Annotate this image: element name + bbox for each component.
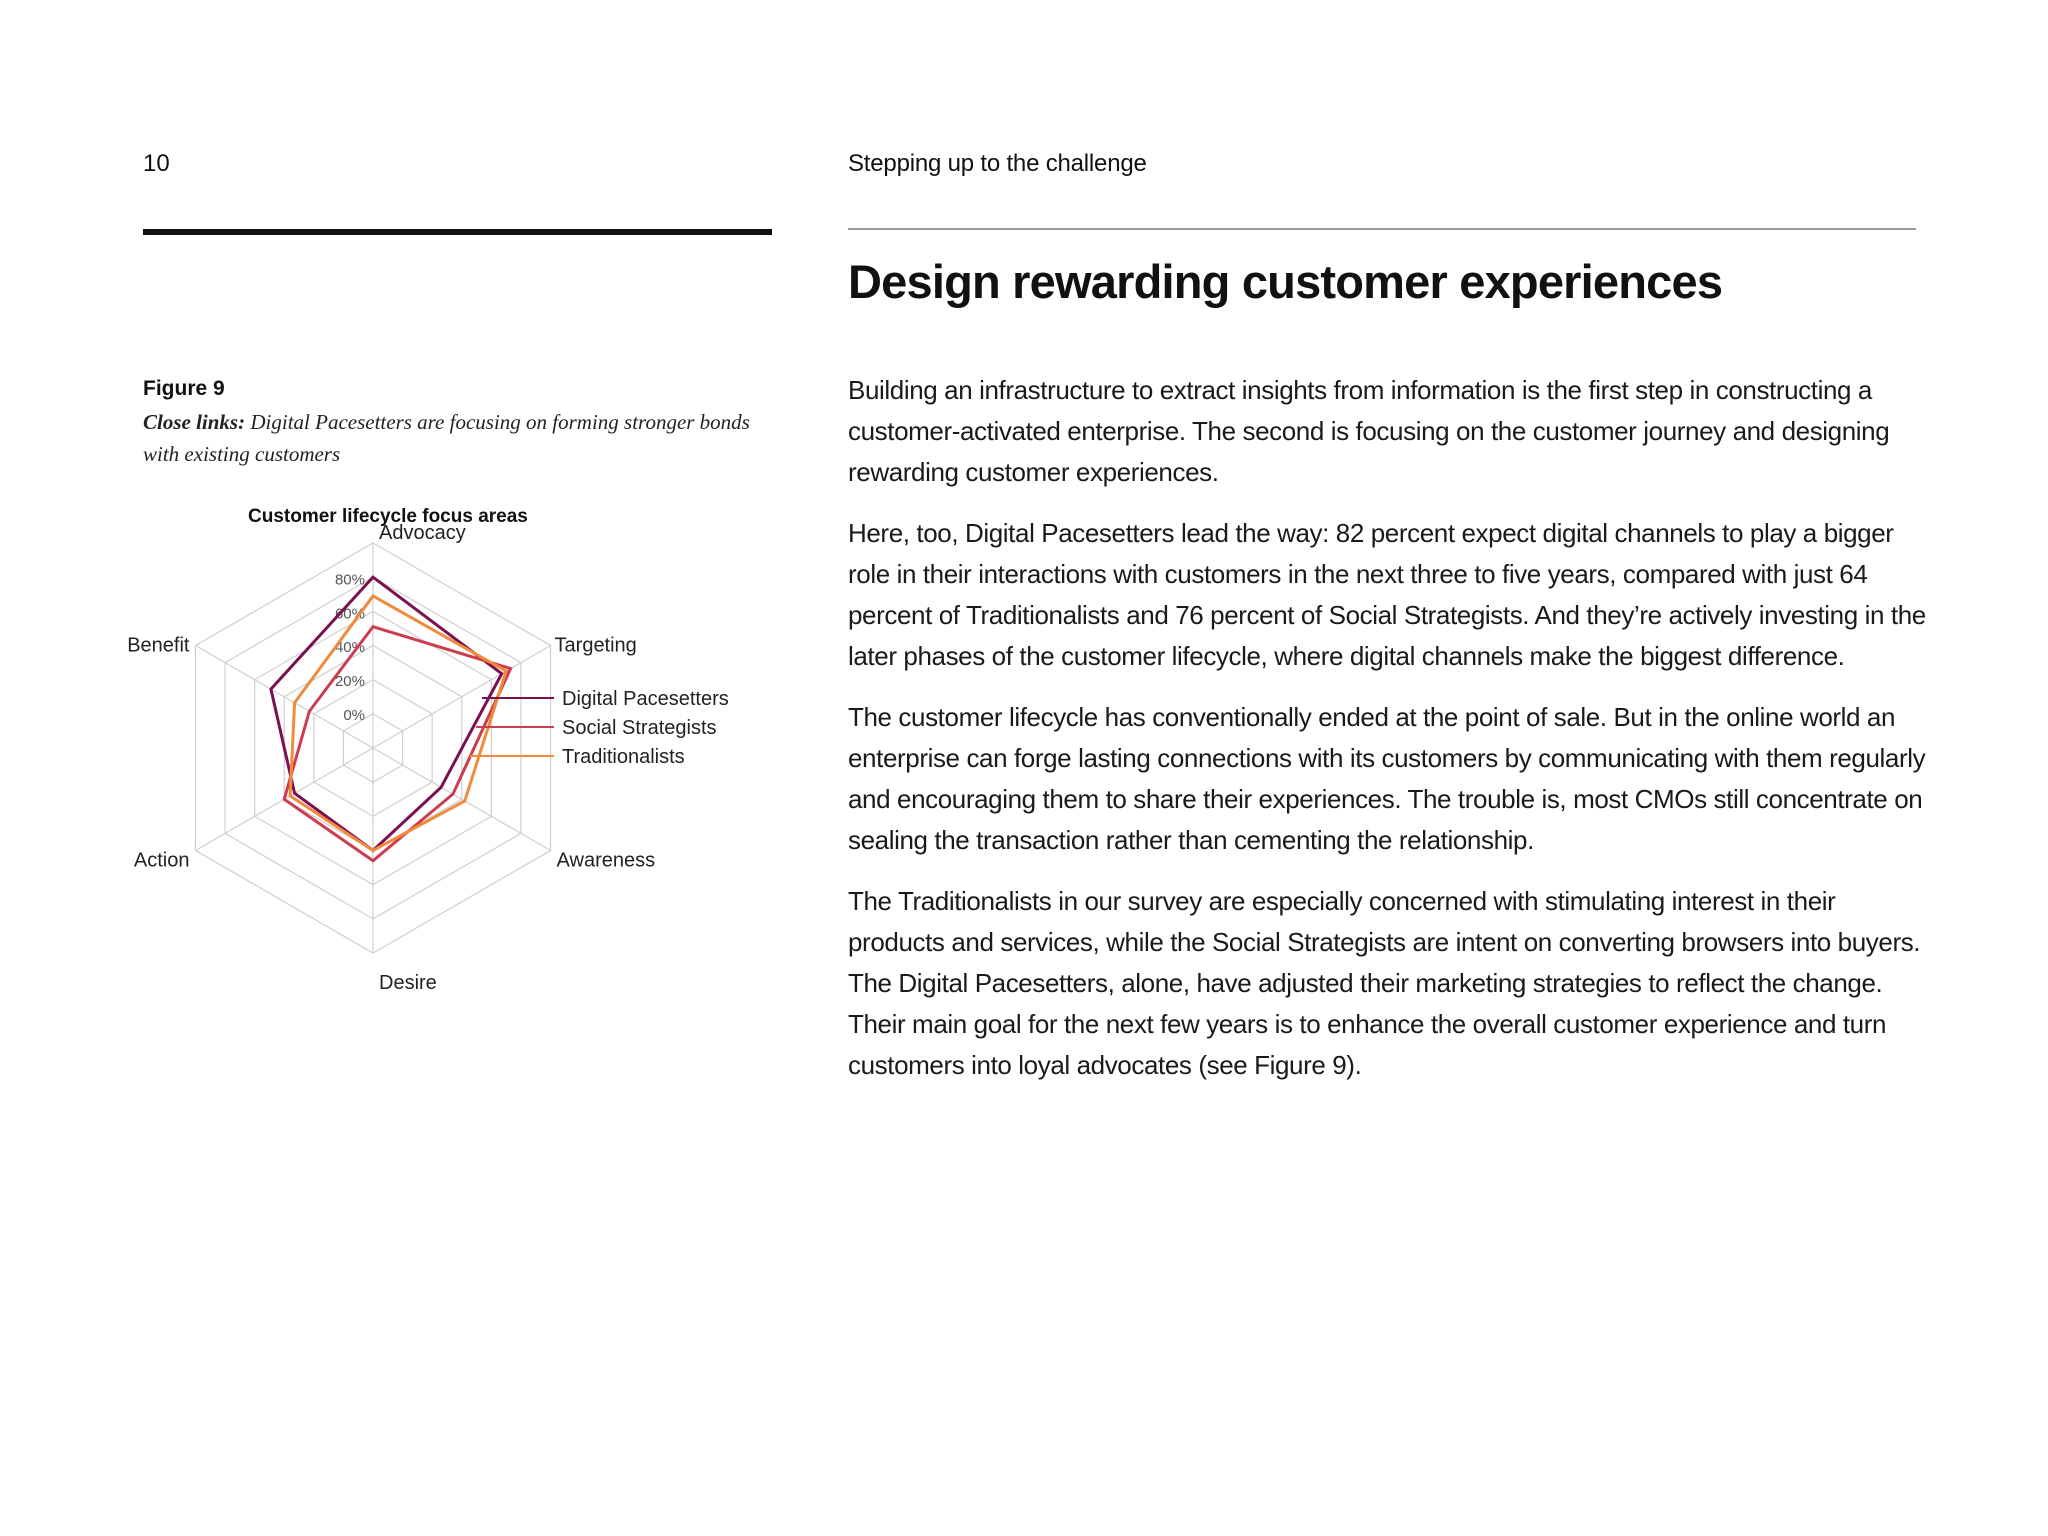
radar-axis-label-advocacy: Advocacy: [379, 522, 466, 544]
paragraph-3: The customer lifecycle has conventionally ended at the point of sale. But in the online world an enterprise can forge lasting connections with its customers by communicating with them regularly and encouraging them to share their experiences. The trouble is, most CMOs still concentrate on sealing the transaction rather than cementing the relationship.: [848, 702, 1926, 855]
section-title: Design rewarding customer experiences: [848, 255, 1723, 308]
body-text: [848, 370, 1928, 1106]
radar-series-social-strategists: [284, 627, 510, 861]
radar-series-digital-pacesetters: [271, 577, 502, 850]
figure-caption-text: Digital Pacesetters are focusing on forming stronger bonds with existing customers: [143, 410, 750, 466]
legend-label: Social Strategists: [562, 717, 717, 739]
radar-tick-label: 20%: [334, 673, 365, 691]
paragraph-1: Building an infrastructure to extract insights from information is the first step in constructing a customer-activated enterprise. The second is focusing on the customer journey and designing rewarding customer experiences.: [848, 375, 1890, 487]
figure-caption-lead: Close links:: [143, 410, 246, 434]
figure-label: Figure 9: [143, 377, 225, 400]
radar-axis-label-awareness: Awareness: [556, 849, 656, 872]
radar-tick-label: 40%: [334, 639, 365, 657]
right-column-rule: [848, 228, 1916, 230]
radar-tick-label: 0%: [343, 706, 365, 724]
radar-axis-label-action: Action: [133, 849, 190, 872]
radar-axis-label-desire: Desire: [379, 972, 437, 994]
legend-label: Digital Pacesetters: [562, 688, 729, 710]
running-header: Stepping up to the challenge: [848, 150, 1147, 177]
figure-caption: [143, 406, 783, 470]
radar-axis-label-benefit: Benefit: [127, 634, 190, 657]
radar-axis-label-targeting: Targeting: [554, 634, 637, 657]
radar-chart: [127, 522, 770, 994]
left-column-rule: [143, 229, 772, 235]
chart-title: Customer lifecycle focus areas: [248, 506, 528, 527]
paragraph-2: Here, too, Digital Pacesetters lead the way: 82 percent expect digital channels to play a bigger role in their interactions with customers in the next three to five years, compared with just 64 percent of Traditionalists and 76 percent of Social Strategists. And they’re actively investing in the later phases of the customer lifecycle, where digital channels make the biggest difference.: [848, 518, 1926, 671]
radar-tick-label: 60%: [334, 605, 365, 623]
page-number: 10: [143, 150, 170, 177]
paragraph-4: The Traditionalists in our survey are especially concerned with stimulating interest in their products and services, while the Social Strategists are intent on converting browsers into buyers. The Digital Pacesetters, alone, have adjusted their marketing strategies to reflect the change. Their main goal for the next few years is to enhance the overall customer experience and turn customers into loyal advocates (see Figure 9).: [848, 886, 1921, 1080]
legend-label: Traditionalists: [562, 746, 685, 768]
radar-tick-label: 80%: [334, 571, 365, 589]
